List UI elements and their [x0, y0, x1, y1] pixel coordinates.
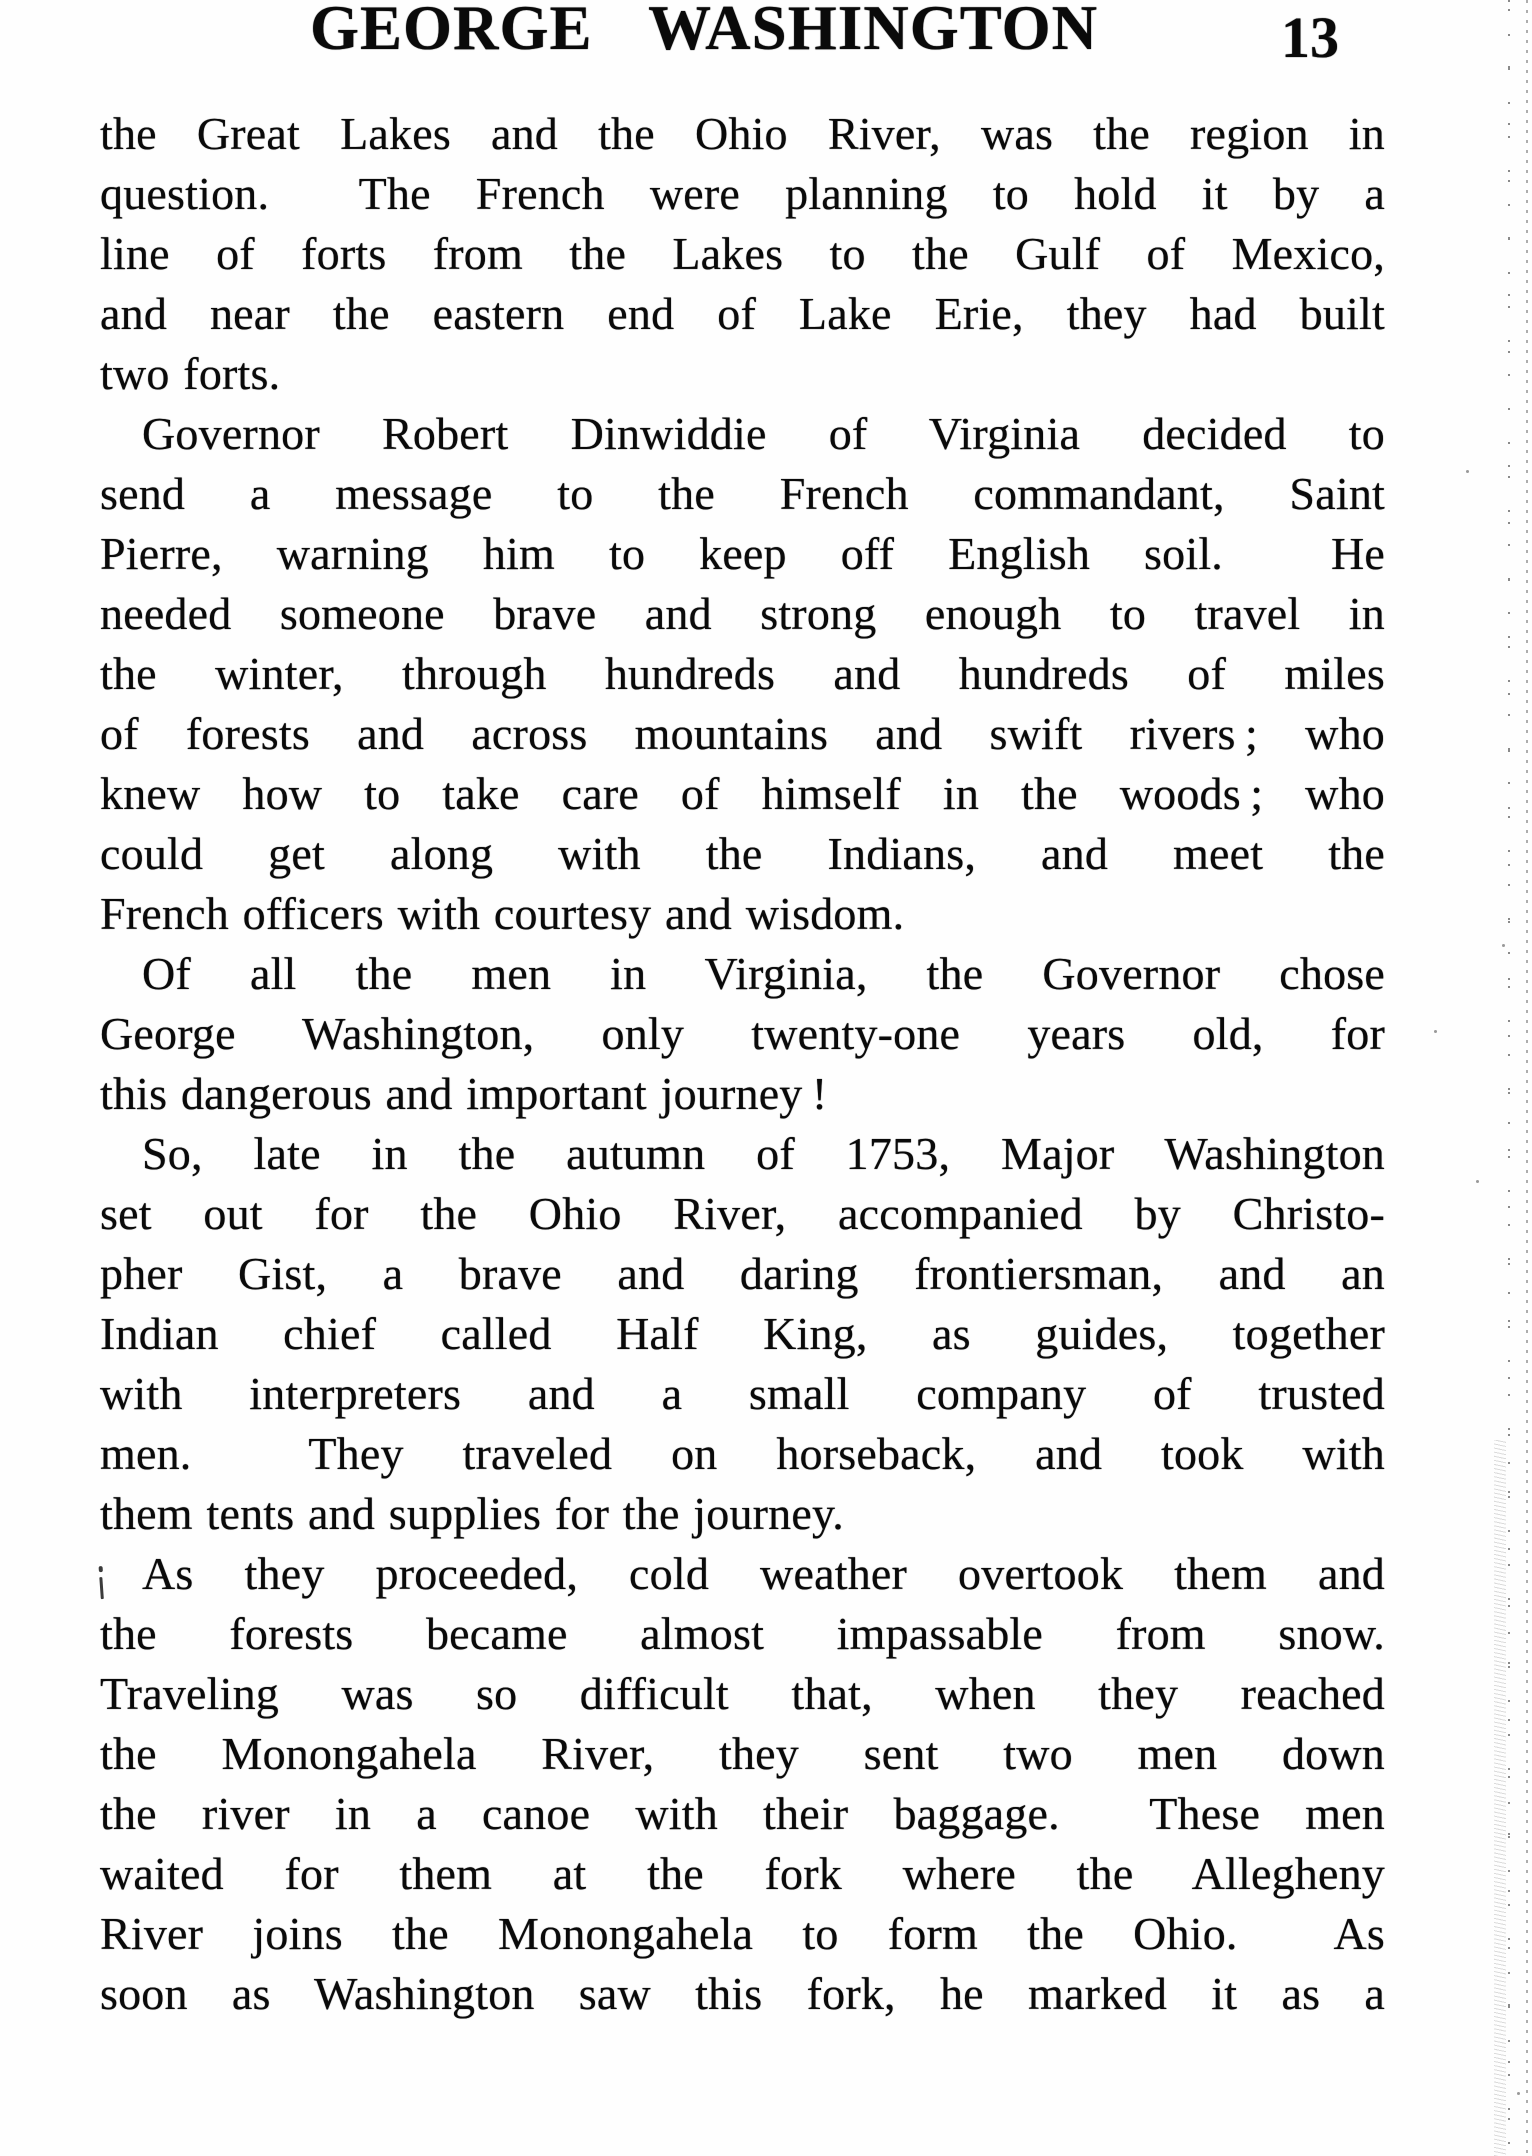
- text-line: the winter, through hundreds and hundreds of miles: [100, 648, 1385, 699]
- text-line: and near the eastern end of Lake Erie, they had built: [100, 288, 1385, 339]
- text-line: French officers with courtesy and wisdom.: [100, 888, 905, 939]
- scan-edge-speckle: [1494, 1440, 1506, 2156]
- paragraph: [100, 1124, 1385, 1544]
- scan-ink-mark-dot: [99, 1566, 103, 1572]
- text-line: set out for the Ohio River, accompanied by Christo-: [100, 1188, 1385, 1239]
- text-line: Indian chief called Half King, as guides, together: [100, 1308, 1385, 1359]
- scan-speck: [1476, 1180, 1479, 1183]
- scan-speck: [1434, 1030, 1437, 1033]
- text-line: this dangerous and important journey !: [100, 1068, 828, 1119]
- text-line: So, late in the autumn of 1753, Major Washington: [142, 1128, 1385, 1179]
- paragraph: [100, 1544, 1385, 2024]
- text-line: As they proceeded, cold weather overtook them and: [142, 1548, 1385, 1599]
- page-number: 13: [1281, 5, 1339, 70]
- paragraph: [100, 404, 1385, 944]
- text-line: the Great Lakes and the Ohio River, was the region in: [100, 108, 1385, 159]
- text-line: George Washington, only twenty-one years old, for: [100, 1008, 1385, 1059]
- text-line: Pierre, warning him to keep off English soil. He: [100, 528, 1385, 579]
- text-line: waited for them at the fork where the Allegheny: [100, 1848, 1385, 1899]
- scan-edge-dots: [1526, 0, 1528, 2156]
- text-line: question. The French were planning to hold it by a: [100, 168, 1385, 219]
- text-line: pher Gist, a brave and daring frontiersman, and an: [100, 1248, 1385, 1299]
- text-line: soon as Washington saw this fork, he marked it as a: [100, 1968, 1385, 2019]
- text-line: River joins the Monongahela to form the Ohio. As: [100, 1908, 1385, 1959]
- running-title: GEORGE WASHINGTON: [310, 0, 1099, 63]
- text-line: of forests and across mountains and swift rivers ; who: [100, 708, 1385, 759]
- scan-ink-mark-bar: [99, 1577, 104, 1599]
- text-line: line of forts from the Lakes to the Gulf of Mexico,: [100, 228, 1385, 279]
- text-line: Governor Robert Dinwiddie of Virginia decided to: [142, 408, 1385, 459]
- text-line: them tents and supplies for the journey.: [100, 1488, 844, 1539]
- text-line: the river in a canoe with their baggage. These men: [100, 1788, 1385, 1839]
- text-line: knew how to take care of himself in the woods ; who: [100, 768, 1385, 819]
- text-line: two forts.: [100, 348, 281, 399]
- text-line: men. They traveled on horseback, and took with: [100, 1428, 1385, 1479]
- paragraph: [100, 104, 1385, 404]
- scan-edge-dots: [1508, 0, 1510, 2156]
- text-block: [100, 104, 1385, 2024]
- text-line: Of all the men in Virginia, the Governor chose: [142, 948, 1385, 999]
- text-line: send a message to the French commandant, Saint: [100, 468, 1385, 519]
- scan-speck: [1517, 2092, 1520, 2095]
- text-line: Traveling was so difficult that, when they reached: [100, 1668, 1385, 1719]
- paragraph: [100, 944, 1385, 1124]
- text-line: with interpreters and a small company of trusted: [100, 1368, 1385, 1419]
- scan-speck: [1466, 470, 1469, 473]
- scan-speck: [1502, 944, 1505, 947]
- text-line: needed someone brave and strong enough to travel in: [100, 588, 1385, 639]
- text-line: the Monongahela River, they sent two men down: [100, 1728, 1385, 1779]
- text-line: the forests became almost impassable from snow.: [100, 1608, 1385, 1659]
- text-line: could get along with the Indians, and meet the: [100, 828, 1385, 879]
